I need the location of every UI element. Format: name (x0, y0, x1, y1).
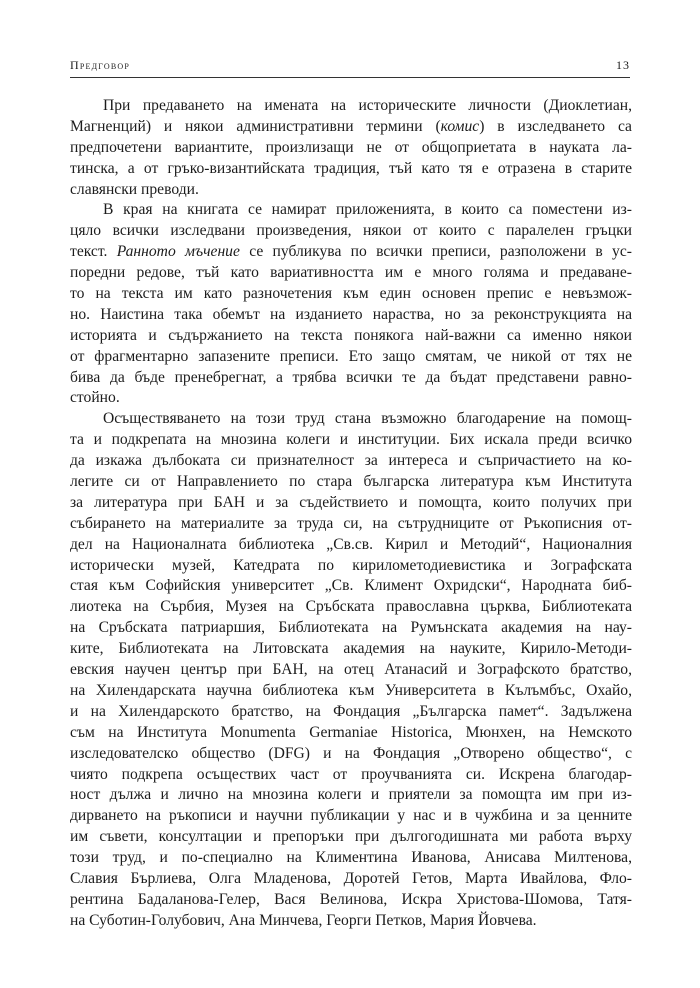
text-run: историята и съдържанието на текста понякога най-важни са именно някои (70, 326, 632, 344)
text-line (70, 744, 632, 765)
text-run: но. Наистина така обемът на изданието нараства, но за реконструкцията на (70, 305, 632, 323)
text-line (70, 639, 632, 660)
text-line (70, 451, 632, 472)
text-run: да изкажа дълбоката си признателност за интереса и съпричастието на ко- (70, 452, 632, 470)
paragraph (70, 409, 632, 931)
text-run: и на Хилендарското братство, на Фондация „Българска памет“. Задължена (70, 702, 632, 720)
text-run: рентина Бадаланова-Гелер, Вася Велинова, Искра Христова-Шомова, Татя- (70, 890, 632, 908)
text-run: то на текста им като разночетения към един основен препис е невъзмож- (70, 285, 632, 303)
italic-term: Ранното мъчение (116, 243, 240, 261)
text-line (70, 284, 632, 305)
text-line (70, 347, 632, 368)
text-run: лиотека на Сърбия, Музея на Сръбската православна църква, Библиотеката (70, 598, 632, 616)
text-run: им съвети, консултации и препоръки при дългогодишната ми работа върху (70, 828, 632, 846)
text-line (70, 702, 632, 723)
text-run: Славия Бърлиева, Олга Младенова, Доротей Гетов, Марта Ивайлова, Фло- (70, 869, 632, 887)
text-run: Магненций) и някои административни термини ( (70, 117, 441, 135)
text-line (70, 159, 632, 180)
text-line (70, 660, 632, 681)
text-run: При предаването на имената на историческите личности (Диоклетиан, (103, 97, 632, 114)
text-line (70, 597, 632, 618)
text-run: ките, Библиотеката на Литовската академия на науките, Кирило-Методи- (70, 640, 632, 658)
text-line (70, 409, 632, 430)
italic-term: комис (440, 117, 480, 135)
text-run: тинска, а от гръко-византийската традиция, тъй като тя е отразена в старите (70, 159, 632, 177)
text-line (70, 138, 632, 159)
text-run: легите си от Направлението по стара българска литература към Института (70, 473, 632, 491)
text-run: този труд, и по-специално на Климентина Иванова, Анисава Милтенова, (70, 849, 632, 867)
text-run: на Суботин-Голубович, Ана Минчева, Георги Петков, Мария Йовчева. (70, 911, 537, 929)
text-line (70, 430, 632, 451)
text-line (70, 514, 632, 535)
text-line (70, 242, 632, 263)
text-run: стойно. (70, 389, 120, 407)
text-run: на Сръбската патриаршия, Библиотеката на Румънската академия на нау- (70, 619, 632, 637)
text-run: ност дължа и лично на мнозина колеги и приятели за помощта им при из- (70, 786, 632, 804)
text-line (70, 221, 632, 242)
text-line (70, 827, 632, 848)
text-line (70, 765, 632, 786)
section-title: Предговор (70, 58, 131, 72)
text-line (70, 806, 632, 827)
text-line (70, 472, 632, 493)
text-line (70, 618, 632, 639)
text-run: стая към Софийския университет „Св. Климент Охридски“, Народната биб- (70, 577, 632, 595)
text-line (70, 180, 632, 201)
text-line (70, 681, 632, 702)
text-run: В края на книгата се намират приложенията, в които са поместени из- (103, 201, 632, 219)
text-line (70, 556, 632, 577)
running-head (70, 58, 630, 73)
paragraph (70, 96, 632, 200)
text-run: ) в изследването са (479, 117, 632, 135)
text-run: чиято подкрепа осъществих част от проучванията си. Искрена благодар- (70, 765, 632, 783)
text-run: поредни редове, тъй като вариативността им е много голяма и предаване- (70, 264, 632, 282)
text-run: евския научен център при БАН, на отец Атанасий и Зографското братство, (70, 661, 632, 679)
text-run: Осъществяването на този труд стана възможно благодарение на помощ- (103, 410, 632, 428)
text-line (70, 869, 632, 890)
header-rule (70, 77, 630, 78)
text-run: та и подкрепата на мнозина колеги и институции. Бих искала преди всичко (70, 431, 632, 449)
text-run: исторически музей, Катедрата по кирилометодиевистика и Зографската (70, 556, 632, 574)
text-run: дирването на ръкописи и научни публикации у нас и в чужбина и за ценните (70, 807, 632, 825)
text-line (70, 785, 632, 806)
text-run: събирането на материалите за труда си, на сътрудниците от Ръкописния от- (70, 514, 632, 532)
text-run: предпочетени вариантите, произлизащи не от общоприетата в науката ла- (70, 138, 632, 156)
text-run: дел на Националната библиотека „Св.св. Кирил и Методий“, Националния (70, 535, 632, 553)
text-line (70, 535, 632, 556)
text-line (70, 576, 632, 597)
text-line (70, 911, 632, 932)
text-run: изследователско общество (DFG) и на Фондация „Отворено общество“, с (70, 744, 632, 762)
text-run: текст. (70, 243, 117, 261)
text-run: от фрагментарно запазените преписи. Ето защо смятам, че никой от тях не (70, 347, 632, 365)
text-run: за литература при БАН и за съдействието и помощта, които получих при (70, 493, 632, 511)
text-line (70, 493, 632, 514)
text-line (70, 326, 632, 347)
text-line (70, 890, 632, 911)
text-line (70, 117, 632, 138)
text-line (70, 263, 632, 284)
text-line (70, 368, 632, 389)
text-run: бива да бъде пренебрегнат, а трябва всички те да бъдат представени равно- (70, 368, 632, 386)
text-line (70, 723, 632, 744)
text-line (70, 848, 632, 869)
text-line (70, 200, 632, 221)
text-line (70, 305, 632, 326)
page-number: 13 (616, 58, 630, 72)
text-line (70, 96, 632, 117)
text-run: славянски преводи. (70, 180, 199, 198)
text-run: се публикува по всички преписи, разположени в ус- (239, 243, 632, 261)
text-run: цяло всички изследвани произведения, някои от които с паралелен гръцки (70, 222, 632, 240)
body-text (70, 96, 632, 932)
text-run: на Хилендарската научна библиотека към Университета в Кълъмбъс, Охайо, (70, 681, 632, 699)
text-run: съм на Института Monumenta Germaniae Historica, Мюнхен, на Немското (70, 723, 632, 741)
paragraph (70, 200, 632, 409)
text-line (70, 388, 632, 409)
